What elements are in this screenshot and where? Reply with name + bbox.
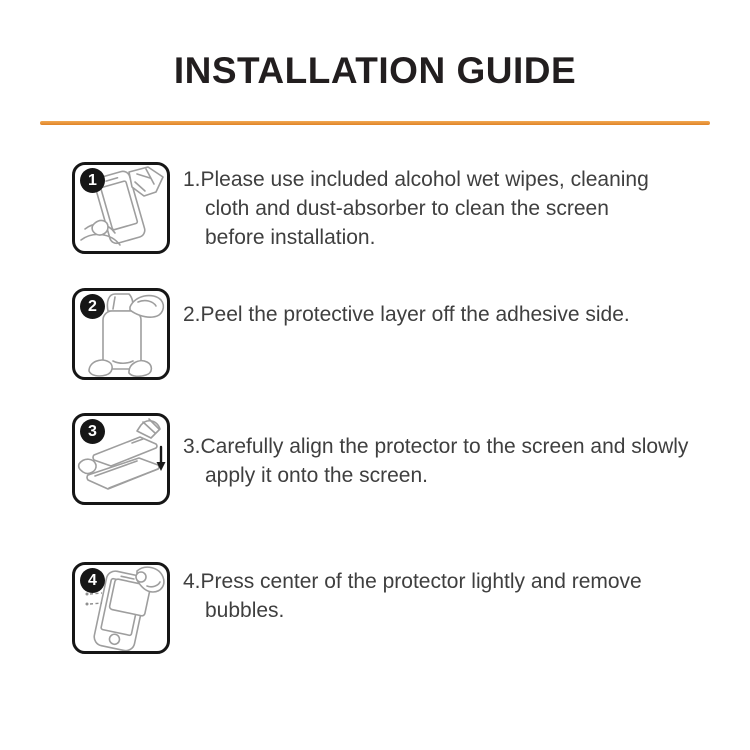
step-3-number-badge: 3 [80, 419, 105, 444]
step-text-line: 1.Please use included alcohol wet wipes, cleaning [183, 168, 649, 191]
step-4-number-badge: 4 [80, 568, 105, 593]
step-2-illustration-box [72, 288, 170, 380]
step-2-number-badge: 2 [80, 294, 105, 319]
step-text-line: 4.Press center of the protector lightly and remove [183, 570, 642, 593]
step-4-text [183, 567, 713, 625]
step-4-illustration-box [72, 562, 170, 654]
step-text-line: apply it onto the screen. [205, 464, 428, 487]
step-text-line: before installation. [205, 226, 376, 249]
step-1-illustration-box [72, 162, 170, 254]
step-text-line: 2.Peel the protective layer off the adhesive side. [183, 303, 630, 326]
title-divider [40, 121, 710, 125]
step-3-text [183, 432, 713, 490]
step-text-line: 3.Carefully align the protector to the screen and slowly [183, 435, 689, 458]
page-title: INSTALLATION GUIDE [173, 50, 577, 91]
step-3-illustration-box [72, 413, 170, 505]
step-text-line: cloth and dust-absorber to clean the screen [205, 197, 609, 220]
step-text-line: bubbles. [205, 599, 285, 622]
step-2-text [183, 300, 713, 329]
step-1-number-badge: 1 [80, 168, 105, 193]
step-1-text [183, 165, 713, 252]
